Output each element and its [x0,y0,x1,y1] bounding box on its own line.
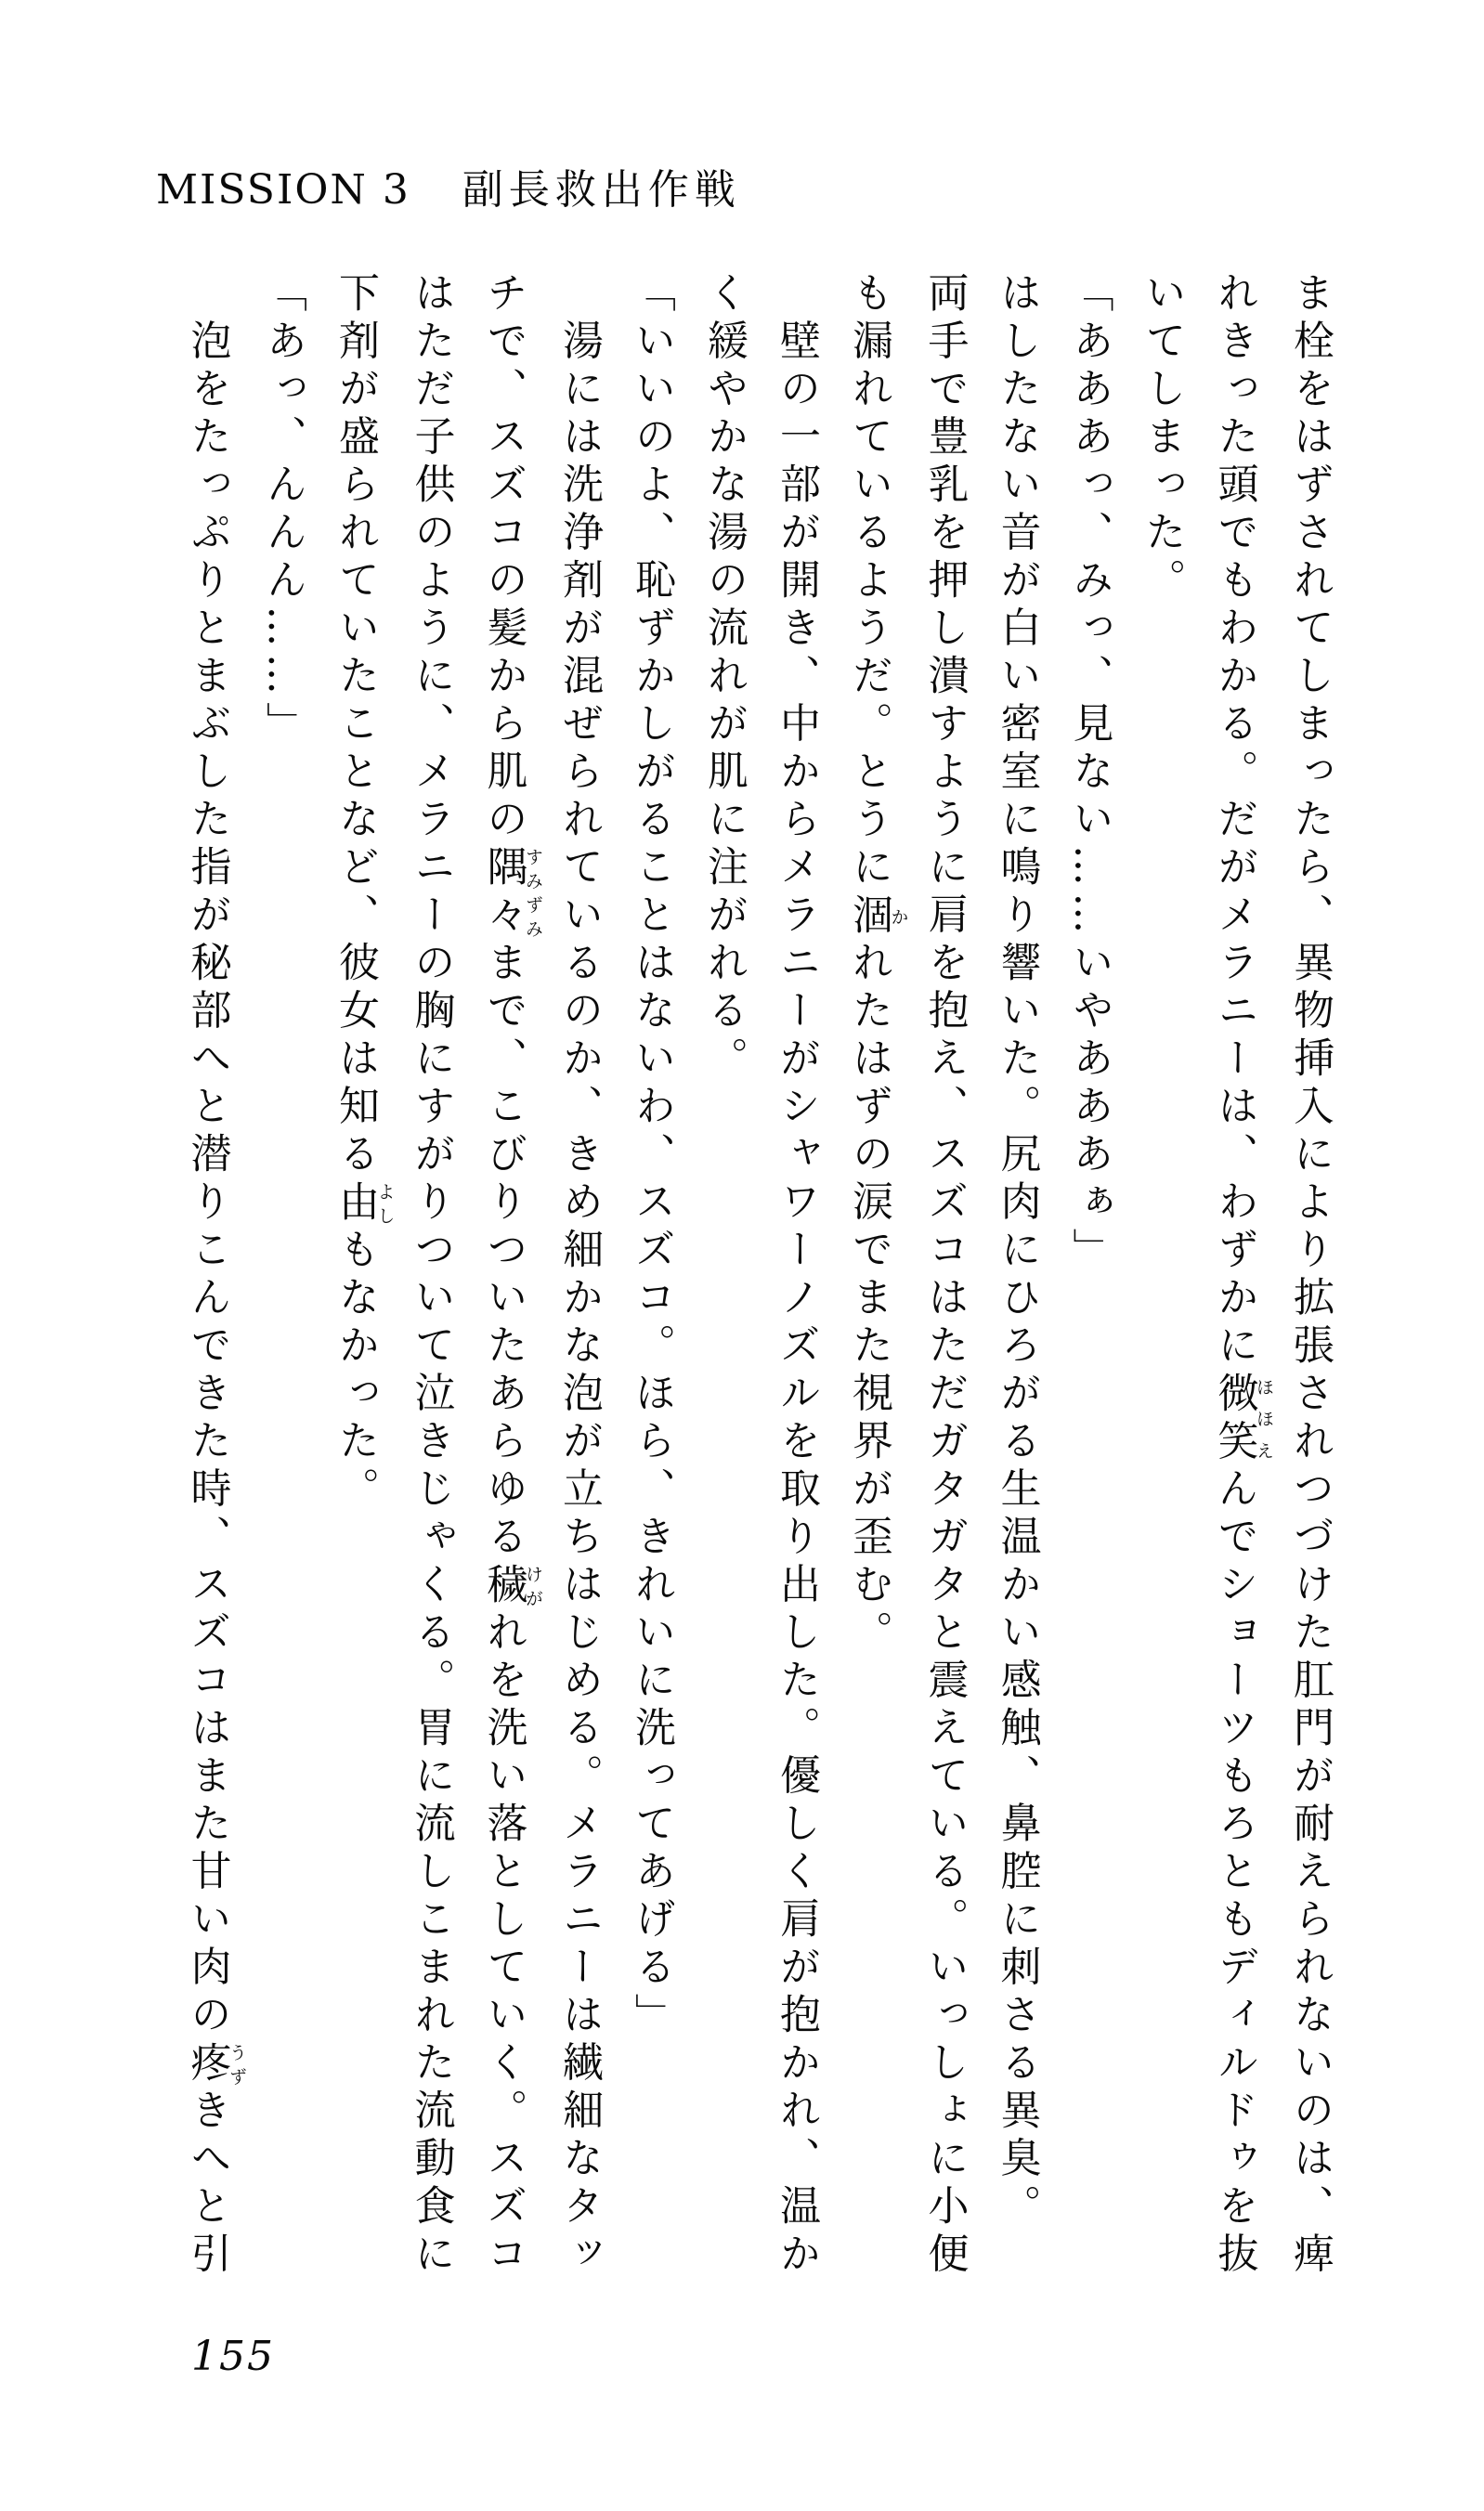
mission-label: MISSION 3 [156,166,410,214]
text-column: 「いいのよ、恥ずかしがることはないわ、スズコ。ほら、きれいに洗ってあげる」 [628,271,675,2041]
text-column: 「あああっ、みっ、見ない……いやあああぁ」 [1065,271,1113,1276]
text-column: 「あっ、んんん……」 [259,271,306,749]
text-column: 湯には洗浄剤が混ぜられているのか、きめ細かな泡が立ちはじめる。メラニーは繊細なタッ [555,271,603,2280]
text-body [171,271,1347,2283]
text-column: く緩やかな湯の流れが肌に注がれる。 [700,271,748,1085]
page-number: 155 [191,2333,275,2380]
text-column: 両手で豊乳を押し潰すように肩を抱え、スズコはただガタガタと震えている。いっしょに小便 [920,271,969,2280]
chapter-title: 副長救出作戦 [462,166,741,214]
text-column: 壁の一部が開き、中からメラニーがシャワーノズルを取り出した。優しく肩が抱かれ、温か [773,271,820,2280]
text-column: はただ子供のように、メラニーの胸にすがりついて泣きじゃくる。胃に流しこまれた流動食に [407,271,455,2280]
text-column: ま栓をはずされてしまったら、異物挿入により拡張されつづけた肛門が耐えられないのは、痺 [1286,271,1334,2280]
text-column: はしたない音が白い密室に鳴り響いた。尻肉にひろがる生温かい感触、鼻腔に刺さる異臭。 [993,271,1041,2232]
text-column: チで、スズコの髪から肌の隅々すみずみまで、こびりついたあらゆる穢けがれを洗い落としていく。スズコ [479,271,543,2280]
text-column: も漏れているようだ。とうに涸かれたはずの涙でまた視界が歪む。 [845,271,909,1659]
text-column: れきった頭でもわかる。だがメラニーは、わずかに微笑ほほえんでショーツもろともディルドゥを抜 [1210,271,1274,2280]
running-header [156,156,741,215]
text-column: 下剤が盛られていたことなど、彼女は知る由よしもなかった。 [332,271,396,1515]
text-column: 泡をたっぷりとまぶした指が秘部へと潜りこんできた時、スズコはまた甘い肉の疼うずきへと引 [183,271,247,2280]
text-column: いてしまった。 [1138,271,1186,606]
